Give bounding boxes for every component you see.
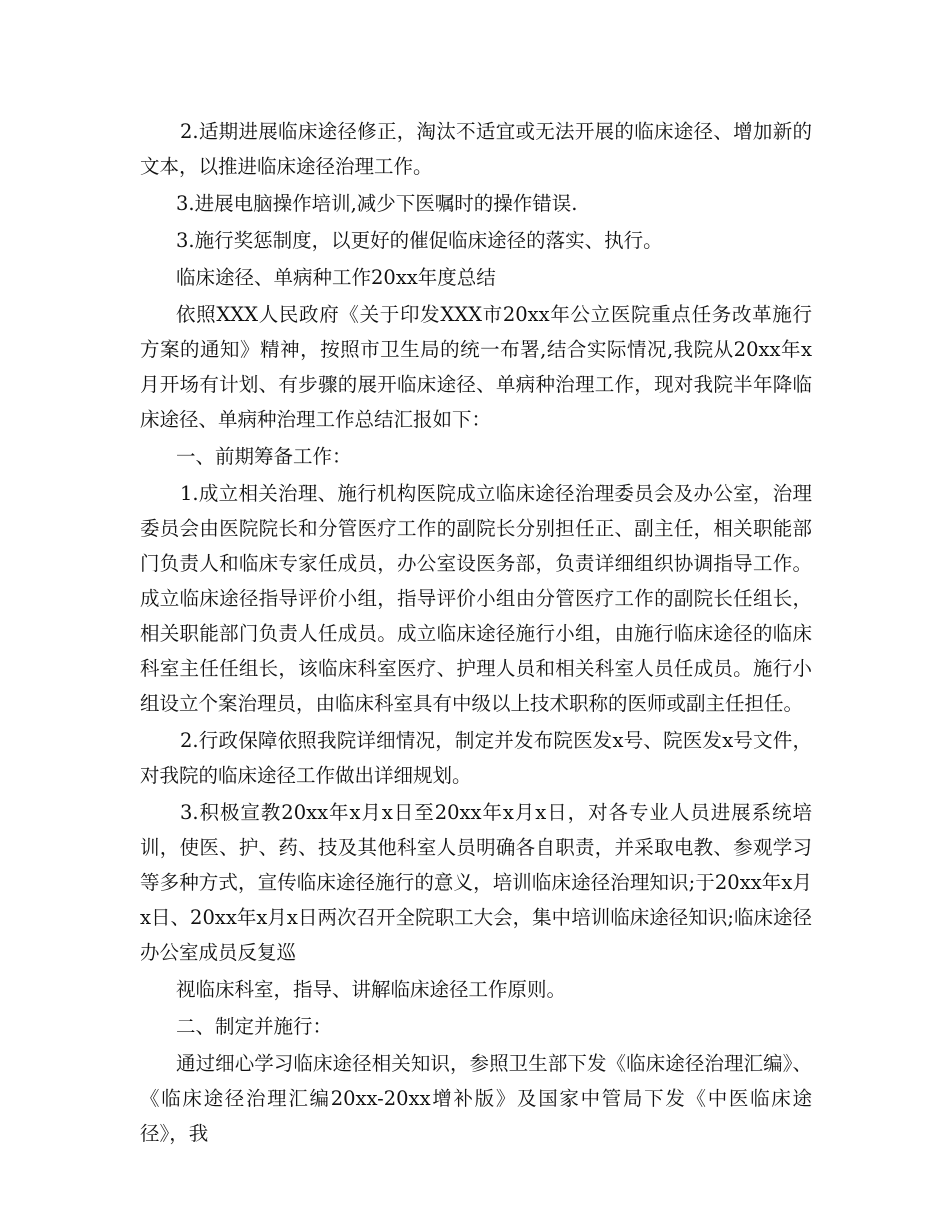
heading-implementation: 二、制定并施行： bbox=[176, 1015, 333, 1038]
paragraph-administrative: 2.行政保障依照我院详细情况，制定并发布院医发x号、院医发x号文件，对我院的临床途径工作做出详细规划。 bbox=[140, 729, 812, 787]
heading-preparation: 一、前期筹备工作： bbox=[176, 445, 352, 468]
paragraph-revision: 2.适期进展临床途径修正，淘汰不适宜或无法开展的临床途径、增加新的文本，以推进临床途径治理工作。 bbox=[140, 120, 812, 178]
paragraph-study: 通过细心学习临床途径相关知识，参照卫生部下发《临床途径治理汇编》、《临床途径治理汇编20xx-20xx增补版》及国家中管局下发《中医临床途径》，我 bbox=[140, 1052, 812, 1145]
paragraph-education: 3.积极宣教20xx年x月x日至20xx年x月x日，对各专业人员进展系统培训，使医、护、药、技及其他科室人员明确各自职责，并采取电教、参观学习等多种方式，宣传临床途径施行的意义，培训临床途径治理知识;于20xx年x月x日、20xx年x月x日两次召开全院职工大会，集中培训临床途径知识;临床途径办公室成员反复巡 bbox=[140, 801, 812, 964]
paragraph-introduction: 依照XXX人民政府《关于印发XXX市20xx年公立医院重点任务改革施行方案的通知》精神，按照市卫生局的统一布署,结合实际情况,我院从20xx年x月开场有计划、有步骤的展开临床途径、单病种治理工作，现对我院半年降临床途径、单病种治理工作总结汇报如下： bbox=[140, 303, 812, 431]
paragraph-computer-training: 3.进展电脑操作培训,减少下医嘱时的操作错误. bbox=[176, 192, 578, 215]
paragraph-inspection: 视临床科室，指导、讲解临床途径工作原则。 bbox=[176, 978, 567, 1001]
document-body bbox=[140, 114, 812, 1153]
section-title: 临床途径、单病种工作20xx年度总结 bbox=[176, 266, 496, 289]
paragraph-organization: 1.成立相关治理、施行机构医院成立临床途径治理委员会及办公室，治理委员会由医院院长和分管医疗工作的副院长分别担任正、副主任，相关职能部门负责人和临床专家任成员，办公室设医务部，负责详细组织协调指导工作。成立临床途径指导评价小组，指导评价小组由分管医疗工作的副院长任组长，相关职能部门负责人任成员。成立临床途径施行小组，由施行临床途径的临床科室主任任组长，该临床科室医疗、护理人员和相关科室人员任成员。施行小组设立个案治理员，由临床科室具有中级以上技术职称的医师或副主任担任。 bbox=[140, 482, 812, 715]
paragraph-reward-system: 3.施行奖惩制度，以更好的催促临床途径的落实、执行。 bbox=[176, 229, 663, 252]
